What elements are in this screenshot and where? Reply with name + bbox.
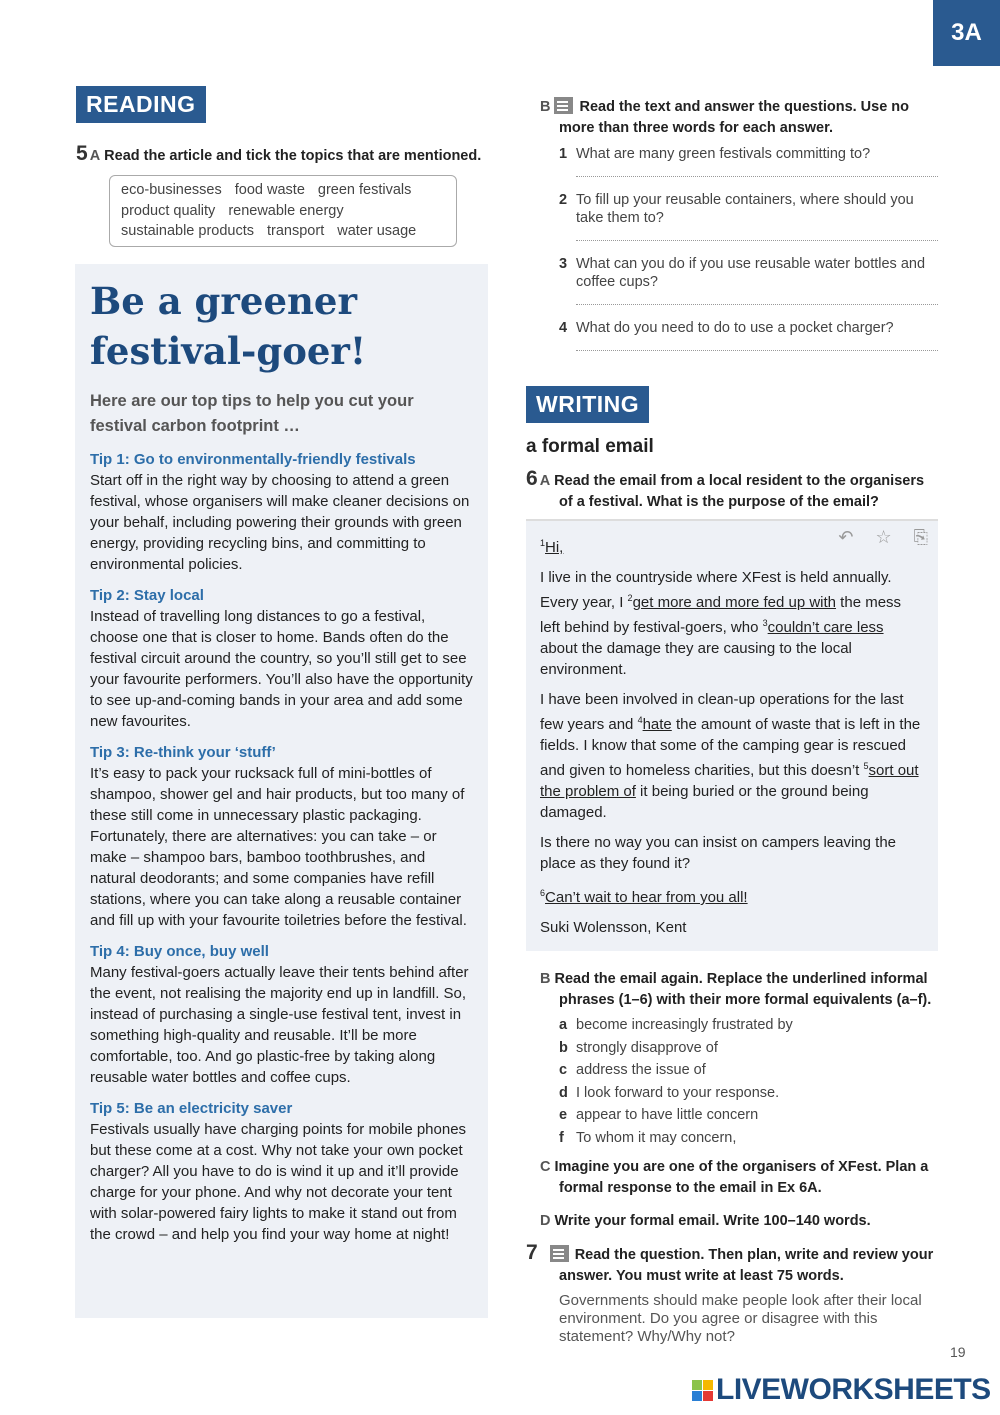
tip-body: Festivals usually have charging points for mobile phones but these come at a cost. Why not take your own pocket charger? All you have to do is wind it up and it’ll provide charge for your phone. And why not decorate your tent with solar-powered fairy lights to make it stand out from the crowd – and help you find your way home at night! <box>90 1121 467 1243</box>
email-paragraph <box>540 689 924 823</box>
question-text: What can you do if you use reusable water bottles and coffee cups? <box>576 256 926 290</box>
logo-icon <box>692 1380 713 1401</box>
writing-column <box>526 386 940 1346</box>
email-text: it being buried or the ground being damaged. <box>540 783 869 821</box>
answer-line[interactable] <box>576 227 938 241</box>
ex-letter: D <box>540 1213 551 1229</box>
option-text: become increasingly frustrated by <box>576 1017 793 1033</box>
underlined-phrase: Can’t wait to hear from you all! <box>545 889 748 906</box>
option-text: strongly disapprove of <box>576 1039 718 1056</box>
instruction-text: Write your formal email. Write 100–140 words. <box>554 1213 871 1229</box>
underlined-phrase: hate <box>642 716 672 733</box>
topic-item[interactable]: sustainable products <box>121 223 254 239</box>
ex6c-instruction <box>540 1157 940 1199</box>
tip-heading: Tip 2: Stay local <box>90 587 204 604</box>
reading-section-heading: READING <box>76 86 206 123</box>
question-item <box>559 191 940 227</box>
ex6b <box>540 969 940 1149</box>
underlined-phrase: couldn’t care less <box>767 619 884 636</box>
instruction-text: Read the article and tick the topics that are mentioned. <box>104 148 482 164</box>
email-paragraph <box>540 917 924 938</box>
tip <box>90 449 473 575</box>
question-item <box>559 319 940 337</box>
writing-subtitle: a formal email <box>526 436 654 457</box>
instruction-text: Read the text and answer the questions. Use no more than three words for each answer. <box>559 99 910 136</box>
ex7 <box>526 1242 940 1346</box>
phrase-number: 5 <box>863 761 869 771</box>
phrase-number: 1 <box>540 538 546 548</box>
underlined-phrase: sort out the problem of <box>540 762 919 800</box>
ex6a-instruction <box>526 468 940 513</box>
tip <box>90 941 473 1088</box>
topic-item[interactable]: transport <box>267 223 325 239</box>
option-item <box>559 1082 940 1105</box>
email-text: Suki Wolensson, Kent <box>540 919 687 936</box>
question-number: 1 <box>559 146 568 162</box>
email-text: I live in the countryside where XFest is held annually. Every year, I <box>540 569 892 611</box>
article-title: Be a greener festival-goer! <box>90 279 367 373</box>
topic-row <box>121 180 445 201</box>
option-text: I look forward to your response. <box>576 1084 780 1101</box>
phrase-number: 4 <box>637 715 643 725</box>
tip-body: Start off in the right way by choosing to attend a green festival, whose organisers will make cleaner decisions on your behalf, including powering their grounds with green energy, providing recycling bins, and committing to environmental policies. <box>90 472 470 573</box>
tip <box>90 585 473 732</box>
topic-item[interactable]: water usage <box>337 223 417 239</box>
email-text: the amount of waste that is left in the fields. I know that some of the camping gear is rescued and given to homeless charities, but this doesn’t <box>540 716 921 779</box>
article <box>75 264 488 1318</box>
answer-line[interactable] <box>576 163 938 177</box>
unit-badge: 3A <box>933 0 1000 66</box>
question-text: To fill up your reusable containers, where should you take them to? <box>576 192 914 226</box>
option-item <box>559 1127 940 1150</box>
topics-box <box>109 175 457 247</box>
page-number: 19 <box>950 1344 966 1360</box>
question-number: 3 <box>559 256 568 272</box>
reply-icon[interactable]: ↶ <box>838 527 854 547</box>
option-letter: b <box>559 1039 568 1056</box>
ex-letter: A <box>539 473 551 489</box>
question-text: What do you need to do to use a pocket charger? <box>576 320 894 336</box>
writing-section-heading: WRITING <box>526 386 649 423</box>
option-letter: a <box>559 1017 568 1033</box>
document-icon <box>550 1245 569 1262</box>
instruction-text: Read the email from a local resident to the organisers of a festival. What is the purpose of the email? <box>554 473 925 510</box>
ex5b <box>540 97 940 365</box>
option-text: To whom it may concern, <box>576 1129 737 1146</box>
email-body <box>540 533 924 938</box>
star-icon[interactable]: ☆ <box>875 527 892 547</box>
ex-number: 6 <box>526 467 538 490</box>
option-item <box>559 1037 940 1060</box>
ex-letter: C <box>540 1159 551 1175</box>
option-text: address the issue of <box>576 1062 706 1078</box>
ex-number: 7 <box>526 1241 538 1264</box>
question-list <box>559 145 940 351</box>
email-text: I have been involved in clean-up operations for the last few years and <box>540 691 904 733</box>
email <box>526 519 938 951</box>
instruction-text: Imagine you are one of the organisers of XFest. Plan a formal response to the email in Ex 6A. <box>554 1159 929 1196</box>
topic-item[interactable]: eco-businesses <box>121 182 222 198</box>
ex6d-instruction <box>540 1211 940 1232</box>
logo-text: LIVEWORKSHEETS <box>716 1373 991 1406</box>
topic-item[interactable]: renewable energy <box>228 202 344 219</box>
liveworksheets-logo <box>692 1373 991 1407</box>
question-item <box>559 145 940 163</box>
topic-item[interactable]: green festivals <box>317 182 412 198</box>
document-icon <box>554 97 573 114</box>
option-text: appear to have little concern <box>576 1107 759 1123</box>
option-letter: e <box>559 1107 568 1123</box>
ex-letter: B <box>540 971 551 987</box>
email-text: Is there no way you can insist on campers leaving the place as they found it? <box>540 834 897 872</box>
phrase-number: 3 <box>762 618 768 628</box>
option-letter: f <box>559 1129 564 1146</box>
question-number: 4 <box>559 320 568 336</box>
ex7-prompt: Governments should make people look after their local environment. Do you agree or disagree with this statement? Why/Why not? <box>559 1292 922 1345</box>
option-item <box>559 1104 940 1127</box>
topic-item[interactable]: product quality <box>121 202 216 219</box>
ex-letter: B <box>540 99 551 115</box>
phrase-number: 6 <box>540 888 546 898</box>
email-text: about the damage they are causing to the local environment. <box>540 640 852 678</box>
answer-line[interactable] <box>576 291 938 305</box>
topic-row <box>121 201 445 222</box>
email-paragraph <box>540 832 924 874</box>
email-text: the mess left behind by festival-goers, who <box>540 594 902 636</box>
ex-letter: A <box>89 148 101 164</box>
tip <box>90 742 473 931</box>
question-item <box>559 255 940 291</box>
topic-row <box>121 221 445 242</box>
instruction-text: Read the email again. Replace the underlined informal phrases (1–6) with their more formal equivalents (a–f). <box>554 971 932 1008</box>
tip-body: Instead of travelling long distances to go a festival, choose one that is closer to home. Bands often do the festival circuit around the country, so you’ll still get to see your favourite performers. You’ll also have the opportunity to see up-and-coming bands in your area and add some new favourites. <box>90 608 473 730</box>
question-number: 2 <box>559 192 568 208</box>
tip-body: It’s easy to pack your rucksack full of mini-bottles of shampoo, shower gel and hair products, but too many of these still come in unnecessary plastic packaging. Fortunately, there are alternatives: you can take – or make – shampoo bars, bamboo toothbrushes, and natural deodorants; and some companies have refill stations, where you can take along a reusable container and fill up with your favourite toiletries before the festival. <box>90 765 467 929</box>
answer-line[interactable] <box>576 337 938 351</box>
tip-heading: Tip 3: Re-think your ‘stuff’ <box>90 744 276 761</box>
question-text: What are many green festivals committing to? <box>576 146 871 162</box>
option-list <box>559 1014 940 1149</box>
tip-heading: Tip 1: Go to environmentally-friendly festivals <box>90 451 416 468</box>
ex5a-instruction <box>76 143 481 167</box>
tip-heading: Tip 5: Be an electricity saver <box>90 1100 293 1117</box>
option-letter: d <box>559 1084 568 1101</box>
instruction-text: Read the question. Then plan, write and review your answer. You must write at least 75 words. <box>559 1247 934 1284</box>
tip <box>90 1098 473 1245</box>
tip-heading: Tip 4: Buy once, buy well <box>90 943 269 960</box>
tip-body: Many festival-goers actually leave their tents behind after the event, not realising the majority end up in landfill. So, instead of purchasing a single-use festival tent, invest in something high-quality and reusable. It’ll be more comfortable, too. And go plastic-free by taking along reusable water bottles and coffee cups. <box>90 964 469 1086</box>
phrase-number: 2 <box>627 593 633 603</box>
option-letter: c <box>559 1062 568 1078</box>
option-item <box>559 1014 940 1037</box>
underlined-phrase: get more and more fed up with <box>632 594 837 611</box>
topic-item[interactable]: food waste <box>234 182 305 198</box>
option-item <box>559 1059 940 1082</box>
paperclip-icon[interactable]: ⎘ <box>913 527 928 547</box>
article-intro: Here are our top tips to help you cut your festival carbon footprint … <box>90 392 414 435</box>
email-paragraph <box>540 883 924 908</box>
underlined-phrase: Hi, <box>545 539 564 556</box>
email-paragraph <box>540 567 924 680</box>
tips-list <box>90 449 473 1245</box>
ex-number: 5 <box>76 142 88 165</box>
